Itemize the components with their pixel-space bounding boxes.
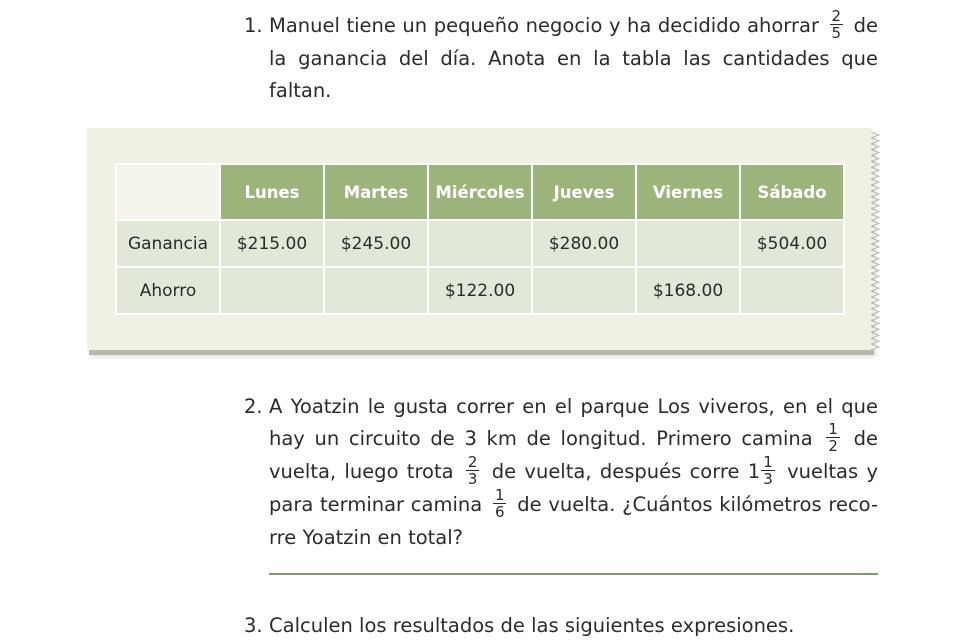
problem-text-part: de vuelta. ¿Cuántos kilómetros reco-rre Yoatzin en total?: [269, 492, 878, 549]
problem-text-part: de vuelta, después corre: [491, 459, 740, 483]
problem-text-part: Manuel tiene un pequeño negocio y ha decidido ahorrar: [269, 14, 819, 37]
denominator: 2: [828, 436, 838, 455]
column-header: Sábado: [740, 164, 844, 220]
answer-line[interactable]: [269, 573, 878, 575]
row-label: Ganancia: [116, 220, 220, 267]
problem-2: [244, 391, 878, 553]
column-header: Lunes: [220, 164, 324, 220]
fraction: [826, 421, 840, 454]
problem-text-part: de vuelta, luego trota: [269, 426, 879, 483]
column-header: Miércoles: [428, 164, 532, 220]
table-cell: $122.00: [428, 267, 532, 314]
table-cell: $215.00: [220, 220, 324, 267]
problem-text-part: vueltas y para terminar camina: [269, 459, 878, 516]
table-header-row: [116, 164, 844, 220]
problem-1: [244, 7, 879, 106]
denominator: 6: [494, 502, 505, 521]
denominator: 3: [467, 469, 478, 488]
problem-number: 3.: [244, 614, 263, 637]
fraction: [761, 454, 775, 487]
mixed-number-whole: 1: [747, 459, 761, 483]
table-row: [116, 220, 844, 267]
table-cell[interactable]: [220, 267, 324, 314]
numerator: 1: [494, 485, 505, 504]
table-cell[interactable]: [532, 267, 636, 314]
table-cell[interactable]: [636, 220, 740, 267]
numerator: 1: [763, 452, 773, 471]
table-cell[interactable]: [324, 267, 428, 314]
table-corner-cell: [116, 164, 220, 220]
table-cell[interactable]: [740, 267, 844, 314]
problem-text: Calculen los resultados de las siguientes expresiones.: [269, 614, 795, 637]
table-cell: $168.00: [636, 267, 740, 314]
column-header: Martes: [324, 164, 428, 220]
zigzag-edge: [871, 132, 881, 350]
numerator: 1: [828, 419, 838, 438]
problem-text: [269, 7, 879, 106]
fraction: [466, 454, 480, 487]
problem-number: 2.: [244, 395, 263, 418]
table-cell: $280.00: [532, 220, 636, 267]
table-row: [116, 267, 844, 314]
problem-text-part: de la ganancia del día. Anota en la tabla las cantidades que faltan.: [269, 14, 879, 102]
denominator: 3: [763, 469, 773, 488]
fraction: [493, 487, 507, 520]
row-label: Ahorro: [116, 267, 220, 314]
savings-table: [115, 163, 845, 315]
denominator: 5: [831, 24, 842, 42]
table-cell: $504.00: [740, 220, 844, 267]
problem-number: 1.: [244, 14, 263, 37]
numerator: 2: [467, 452, 478, 471]
column-header: Viernes: [636, 164, 740, 220]
numerator: 2: [831, 7, 842, 25]
column-header: Jueves: [532, 164, 636, 220]
problem-3: [244, 610, 878, 642]
problem-text-part: A Yoatzin le gusta correr en el parque Los viveros, en el que hay un circuito de 3 km de longitud. Primero camina: [269, 395, 878, 450]
table-cell[interactable]: [428, 220, 532, 267]
problem-text: [269, 391, 878, 553]
fraction: [830, 8, 844, 41]
table-cell: $245.00: [324, 220, 428, 267]
